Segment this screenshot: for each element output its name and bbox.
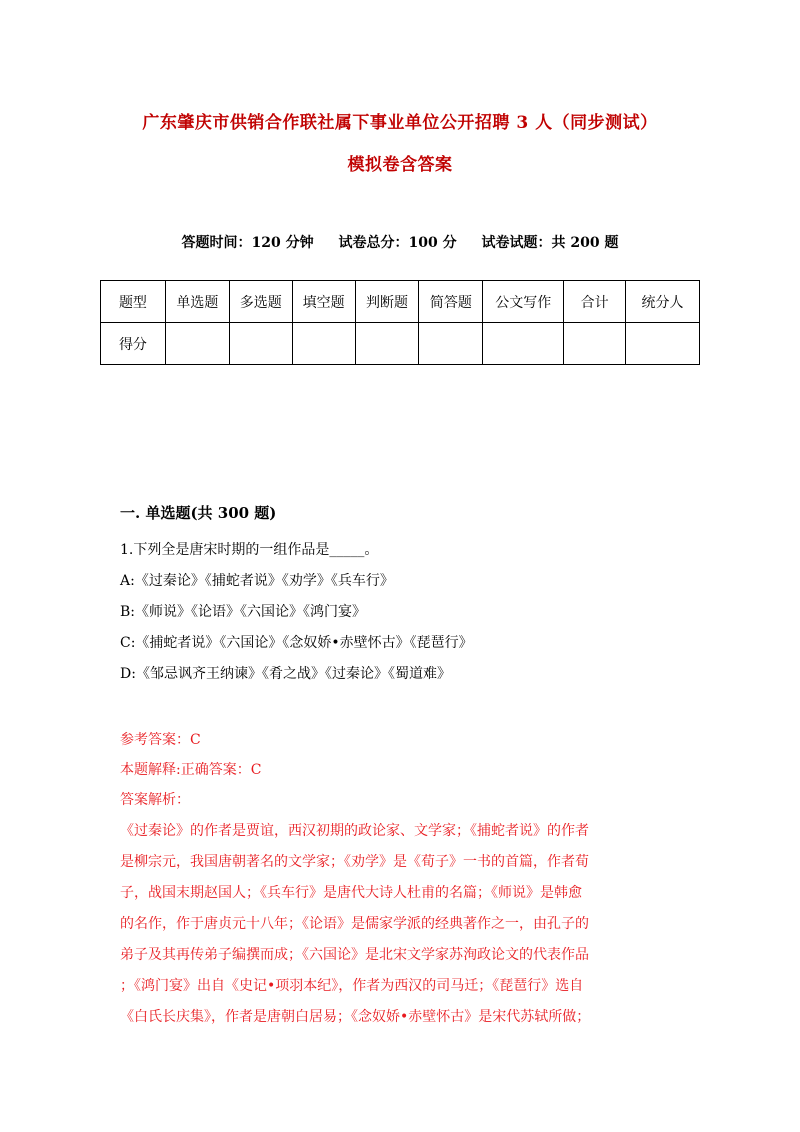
analysis-line: 子，战国末期赵国人；《兵车行》是唐代大诗人杜甫的名篇；《师说》是韩愈 [120,885,582,901]
analysis-line: 的名作，作于唐贞元十八年；《论语》是儒家学派的经典著作之一，由孔子的 [120,916,589,932]
score-cell [483,323,564,365]
question-stem: 1.下列全是唐宋时期的一组作品是_____。 [120,542,379,558]
exam-time: 答题时间：120 分钟 [181,235,314,251]
score-cell [419,323,483,365]
score-cell [292,323,355,365]
analysis-label: 答案解析： [120,792,190,808]
score-table [100,280,700,365]
option-d: D:《邹忌讽齐王纳谏》《肴之战》《过秦论》《蜀道难》 [120,666,451,682]
analysis-line: 《白氏长庆集》，作者是唐朝白居易；《念奴娇•赤壁怀古》是宋代苏轼所做； [120,1009,591,1025]
option-b: B:《师说》《论语》《六国论》《鸿门宴》 [120,604,367,620]
score-table-header: 题型 [101,281,166,323]
score-cell [165,323,229,365]
doc-title-line2: 模拟卷含答案 [347,155,453,175]
score-table-header: 填空题 [292,281,355,323]
score-table-header: 统分人 [626,281,700,323]
score-row-label: 得分 [101,323,166,365]
exam-total-score: 试卷总分：100 分 [338,235,457,251]
score-table-score-row [101,323,700,365]
score-table-header-row [101,281,700,323]
option-a: A:《过秦论》《捕蛇者说》《劝学》《兵车行》 [120,573,394,589]
score-cell [564,323,626,365]
score-cell [355,323,419,365]
reference-answer: 参考答案：C [120,732,201,748]
score-table-header: 判断题 [355,281,419,323]
score-table-header: 合计 [564,281,626,323]
score-table-header: 公文写作 [483,281,564,323]
doc-title-line1: 广东肇庆市供销合作联社属下事业单位公开招聘 3 人（同步测试） [142,113,658,133]
section-title: 一. 单选题(共 300 题) [120,504,277,522]
analysis-line: 《过秦论》的作者是贾谊，西汉初期的政论家、文学家；《捕蛇者说》的作者 [120,823,589,839]
answer-note: 本题解释:正确答案：C [120,762,262,778]
analysis-line: 弟子及其再传弟子编撰而成；《六国论》是北宋文学家苏洵政论文的代表作品 [120,947,589,963]
score-table-header: 单选题 [165,281,229,323]
exam-question-count: 试卷试题：共 200 题 [481,235,619,251]
option-c: C:《捕蛇者说》《六国论》《念奴娇•赤壁怀古》《琵琶行》 [120,635,473,651]
analysis-line: ；《鸿门宴》出自《史记•项羽本纪》，作者为西汉的司马迁；《琵琶行》选自 [120,978,584,994]
score-table-header: 多选题 [229,281,292,323]
analysis-line: 是柳宗元，我国唐朝著名的文学家；《劝学》是《荀子》一书的首篇，作者荀 [120,854,589,870]
score-table-header: 简答题 [419,281,483,323]
exam-meta [0,232,800,252]
score-cell [229,323,292,365]
score-cell [626,323,700,365]
